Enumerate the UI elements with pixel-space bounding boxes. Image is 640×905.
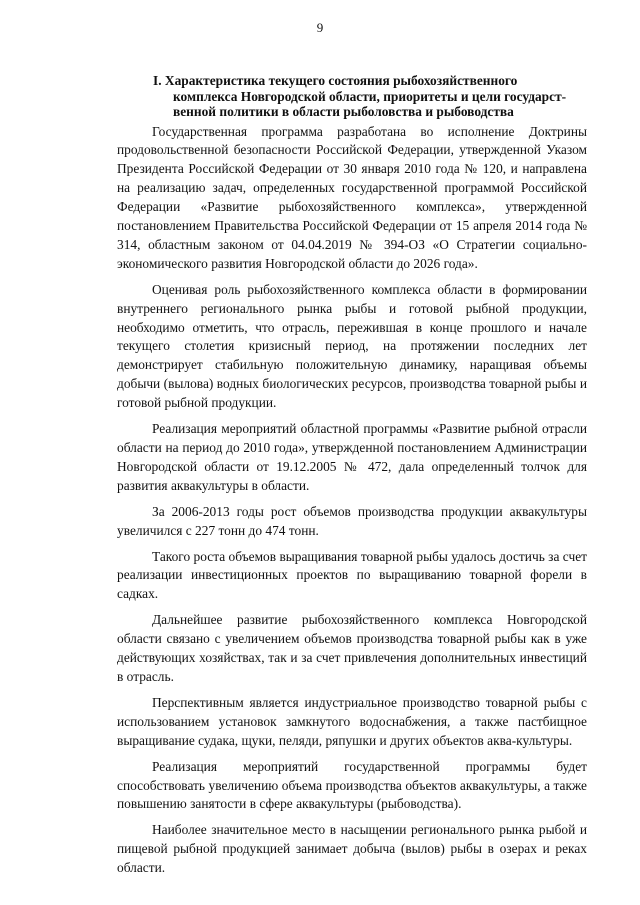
section-heading-line: I. Характеристика текущего состояния рыбохозяйственного: [153, 73, 518, 88]
section-heading-line: комплекса Новгородской области, приоритеты и цели государст-: [173, 88, 567, 104]
paragraph: Оценивая роль рыбохозяйственного комплекса области в формировании внутреннего регионального рынка рыбы и готовой рыбной продукции, необходимо отметить, что отрасль, пережившая в конце прошлого и начале текущего столетия кризисный период, на протяжении последних лет демонстрирует стабильную положительную динамику, наращивая объемы добычи (вылова) водных биологических ресурсов, производства товарной рыбы и готовой рыбной продукции.: [117, 281, 587, 411]
paragraph: Реализация мероприятий областной программы «Развитие рыбной отрасли области на период до 2010 года», утвержденной постановлением Администрации Новгородской области от 19.12.2005 № 472, дала определенный толчок для развития аквакультуры в области.: [117, 421, 587, 493]
paragraph: Перспективным является индустриальное производство товарной рыбы с использованием установок замкнутого водоснабжения, а также пастбищное выращивание судака, щуки, пеляди, ряпушки и других объектов аква-культуры.: [117, 694, 587, 748]
section-heading: [117, 73, 587, 120]
paragraph: Дальнейшее развитие рыбохозяйственного комплекса Новгородской области связано с увеличением объемов производства товарной рыбы как в уже действующих хозяйствах, так и за счет привлечения дополнительных инвестиций в отрасль.: [117, 612, 587, 684]
paragraph: Государственная программа разработана во исполнение Доктрины продовольственной безопасности Российской Федерации, утвержденной Указом Президента Российской Федерации от 30 января 2010 года № 120, и направлена на реализацию задач, определенных государственной программой Российской Федерации «Развитие рыбохозяйственного комплекса», утвержденной постановлением Правительства Российской Федерации от 15 апреля 2014 года № 314, областным законом от 04.04.2019 № 394-ОЗ «О Стратегии социально-экономического развития Новгородской области до 2026 года».: [117, 123, 587, 271]
paragraph: Такого роста объемов выращивания товарной рыбы удалось достичь за счет реализации инвестиционных проектов по выращиванию товарной форели в садках.: [117, 548, 587, 602]
paragraph: Реализация мероприятий государственной программы будет способствовать увеличению объема производства объектов аквакультуры, а также повышению занятости в сфере аквакультуры (рыбоводства).: [117, 758, 587, 812]
paragraph: За 2006-2013 годы рост объемов производства продукции аквакультуры увеличился с 227 тонн до 474 тонн.: [117, 503, 587, 538]
section-heading-line: венной политики в области рыболовства и рыбоводства: [173, 104, 514, 119]
paragraph: Наиболее значительное место в насыщении регионального рынка рыбой и пищевой рыбной продукцией занимает добыча (вылов) рыбы в озерах и реках области.: [117, 822, 587, 876]
page-number: 9: [316, 20, 324, 35]
section-content: [117, 73, 587, 878]
